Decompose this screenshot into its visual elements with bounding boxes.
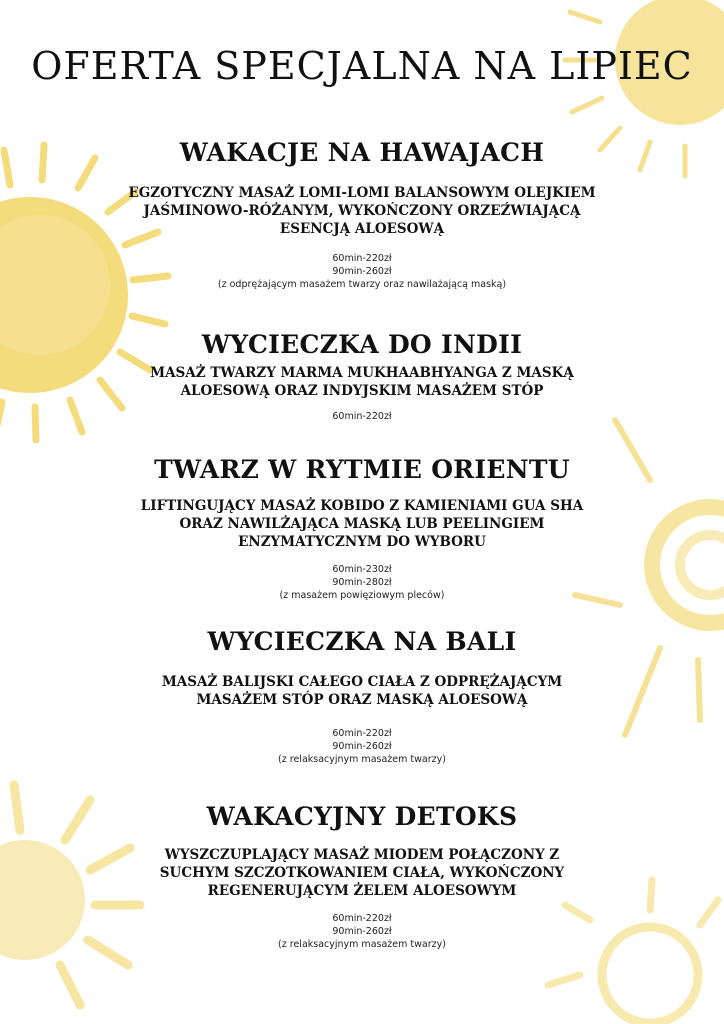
- price-60min: 60min-220zł: [332, 411, 392, 422]
- offer-title: WYCIECZKA DO INDII: [201, 330, 523, 359]
- offer-description: MASAŻ BALIJSKI CAŁEGO CIAŁA Z ODPRĘŻAJĄCYM MASAŻEM STÓP ORAZ MASKĄ ALOESOWĄ: [161, 674, 563, 708]
- offer-prices: [0, 912, 724, 951]
- offer-prices: [0, 563, 724, 602]
- price-60min: 60min-220zł: [332, 253, 392, 264]
- offer-description: EGZOTYCZNY MASAŻ LOMI-LOMI BALANSOWYM OLEJKIEM JAŚMINOWO-RÓŻANYM, WYKOŃCZONY ORZEŹWIAJĄCĄ ESENCJĄ ALOESOWĄ: [128, 185, 596, 237]
- price-90min: 90min-260zł: [332, 266, 392, 277]
- offer-hawaii: [0, 138, 724, 291]
- price-90min: 90min-260zł: [332, 926, 392, 937]
- offer-detox: [0, 802, 724, 951]
- offer-title: WAKACJE NA HAWAJACH: [179, 138, 545, 167]
- offer-orient: [0, 455, 724, 602]
- offer-title: WYCIECZKA NA BALI: [207, 627, 517, 656]
- price-note: (z relaksacyjnym masażem twarzy): [278, 754, 446, 765]
- offer-prices: [0, 410, 724, 423]
- offer-description: WYSZCZUPLAJĄCY MASAŻ MIODEM POŁĄCZONY Z SUCHYM SZCZOTKOWANIEM CIAŁA, WYKOŃCZONY REGENERUJĄCYM ŻELEM ALOESOWYM: [159, 847, 565, 899]
- price-note: (z masażem powięziowym pleców): [279, 590, 445, 601]
- offer-india: [0, 330, 724, 423]
- price-90min: 90min-260zł: [332, 741, 392, 752]
- price-90min: 90min-280zł: [332, 577, 392, 588]
- price-60min: 60min-220zł: [332, 728, 392, 739]
- offer-title: TWARZ W RYTMIE ORIENTU: [154, 455, 570, 484]
- offer-description: LIFTINGUJĄCY MASAŻ KOBIDO Z KAMIENIAMI GUA SHA ORAZ NAWILŻAJĄCA MASKĄ LUB PEELINGIEM ENZYMATYCZNYM DO WYBORU: [140, 498, 584, 550]
- page-title: OFERTA SPECJALNA NA LIPIEC: [31, 44, 693, 88]
- offer-bali: [0, 627, 724, 766]
- offer-description: MASAŻ TWARZY MARMA MUKHAABHYANGA Z MASKĄ ALOESOWĄ ORAZ INDYJSKIM MASAŻEM STÓP: [150, 365, 574, 399]
- price-60min: 60min-230zł: [332, 564, 392, 575]
- price-60min: 60min-220zł: [332, 913, 392, 924]
- price-note: (z odprężającym masażem twarzy oraz nawilażającą maską): [217, 279, 507, 290]
- offer-prices: [0, 252, 724, 291]
- offer-title: WAKACYJNY DETOKS: [206, 802, 518, 831]
- price-note: (z relaksacyjnym masażem twarzy): [278, 939, 446, 950]
- offer-prices: [0, 727, 724, 766]
